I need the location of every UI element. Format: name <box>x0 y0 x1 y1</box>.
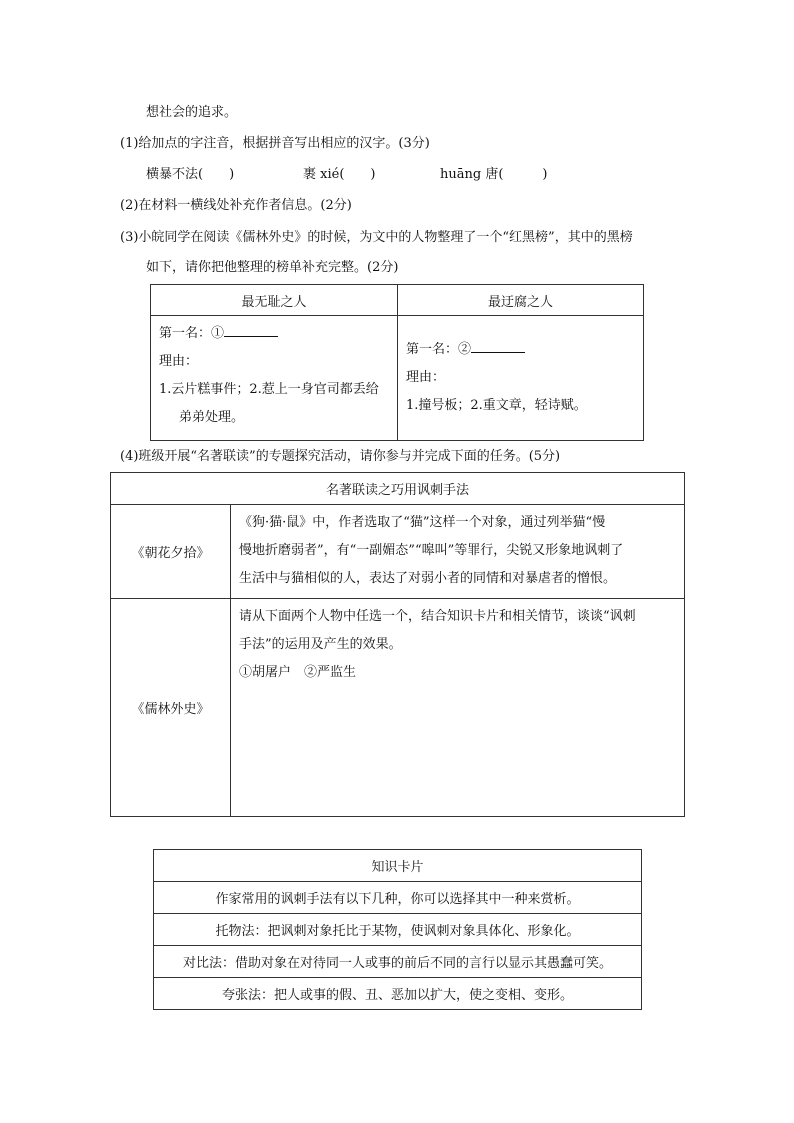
q1-item-2: 裹 xié( ) <box>303 167 376 182</box>
q3-prompt-line-1: (3)小皖同学在阅读《儒林外史》的时候，为文中的人物整理了一个“红黑榜”，其中的黑榜 <box>120 230 633 245</box>
reason-label-2: 理由： <box>406 370 446 385</box>
q4-prompt: (4)班级开展“名著联读”的专题探究活动，请你参与并完成下面的任务。(5分) <box>120 449 561 464</box>
rank-1-label: 第一名：① <box>159 326 225 341</box>
rulin-line-3: ①胡屠户 ②严监生 <box>239 665 357 680</box>
answer-blank-1[interactable] <box>224 322 278 337</box>
rank-2-label: 第一名：② <box>406 342 472 357</box>
header-most-shameless: 最无耻之人 <box>151 285 398 316</box>
knowledge-card-row: 夸张法：把人或事的假、丑、恶加以扩大，使之变相、变形。 <box>154 978 642 1010</box>
reason-2: 1.撞号板；2.重文章，轻诗赋。 <box>406 398 587 413</box>
rulin-line-2: 手法”的运用及产生的效果。 <box>239 637 402 652</box>
cell-most-shameless <box>151 316 398 441</box>
zhaohua-line-3: 生活中与猫相似的人，表达了对弱小者的同情和对暴虐者的憎恨。 <box>239 571 617 586</box>
header-most-pedantic: 最迂腐之人 <box>398 285 644 316</box>
knowledge-card-row: 托物法：把讽刺对象托比于某物，使讽刺对象具体化、形象化。 <box>154 914 642 946</box>
book-rulin: 《儒林外史》 <box>111 599 231 817</box>
knowledge-card-title: 知识卡片 <box>154 850 642 882</box>
intro-line: 想社会的追求。 <box>146 105 238 120</box>
cell-most-pedantic <box>398 316 644 441</box>
zhaohua-analysis <box>231 505 685 599</box>
joint-reading-title: 名著联读之巧用讽刺手法 <box>111 473 685 505</box>
answer-blank-2[interactable] <box>471 338 525 353</box>
q1-item-3: huāng 唐( ) <box>440 167 548 182</box>
knowledge-card <box>153 849 642 1010</box>
rulin-line-1: 请从下面两个人物中任选一个，结合知识卡片和相关情节，谈谈“讽刺 <box>239 609 636 624</box>
blacklist-table <box>150 284 644 441</box>
zhaohua-line-1: 《狗·猫·鼠》中，作者选取了“猫”这样一个对象，通过列举猫“慢 <box>239 515 606 530</box>
zhaohua-line-2: 慢地折磨弱者”，有“一副媚态”“嗥叫”等罪行，尖锐又形象地讽刺了 <box>239 543 624 558</box>
rulin-task[interactable] <box>231 599 685 817</box>
q1-prompt: (1)给加点的字注音，根据拼音写出相应的汉字。(3分) <box>120 136 430 151</box>
q1-item-1: 横暴不法( ) <box>146 167 235 182</box>
q2-prompt: (2)在材料一横线处补充作者信息。(2分) <box>120 198 352 213</box>
knowledge-card-row: 对比法：借助对象在对待同一人或事的前后不同的言行以显示其愚蠢可笑。 <box>154 946 642 978</box>
reason-1-line-1: 1.云片糕事件；2.惹上一身官司都丢给 <box>159 382 379 397</box>
q3-prompt-line-2: 如下，请你把他整理的榜单补充完整。(2分) <box>146 260 399 275</box>
joint-reading-table <box>110 472 685 817</box>
reason-1-line-2: 弟弟处理。 <box>179 410 245 425</box>
knowledge-card-row: 作家常用的讽刺手法有以下几种，你可以选择其中一种来赏析。 <box>154 882 642 914</box>
reason-label-1: 理由： <box>159 354 199 369</box>
book-zhaohua: 《朝花夕拾》 <box>111 505 231 599</box>
